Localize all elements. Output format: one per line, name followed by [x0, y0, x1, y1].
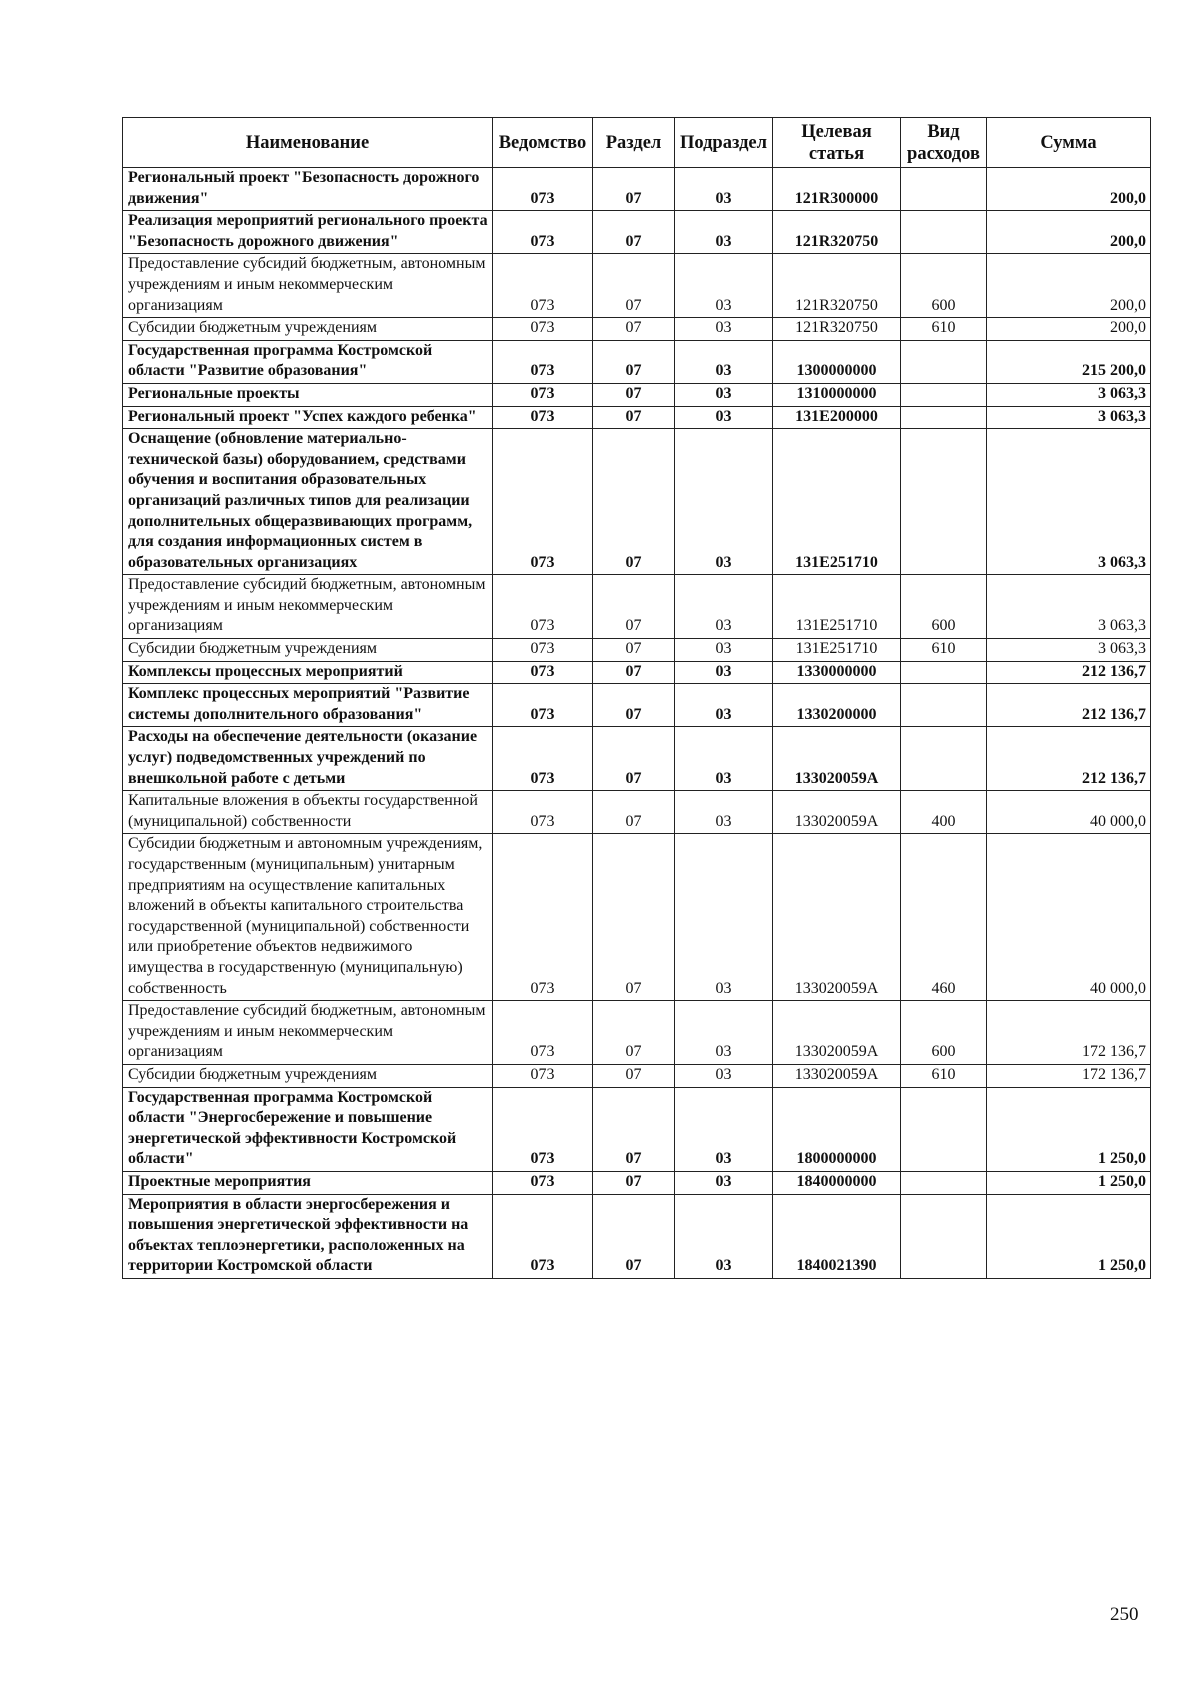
- table-row: [123, 1194, 1151, 1278]
- cell-amount: 212 136,7: [987, 727, 1151, 791]
- cell-department: 073: [493, 661, 593, 684]
- header-expense-type: Вид расходов: [901, 118, 987, 168]
- cell-target-article: 1310000000: [773, 383, 901, 406]
- table-row: [123, 684, 1151, 727]
- cell-name: Региональный проект "Успех каждого ребенка": [123, 406, 493, 429]
- cell-target-article: 1330000000: [773, 661, 901, 684]
- cell-expense-type: 600: [901, 575, 987, 639]
- cell-expense-type: [901, 340, 987, 383]
- cell-amount: 3 063,3: [987, 639, 1151, 662]
- cell-department: 073: [493, 429, 593, 575]
- cell-target-article: 133020059A: [773, 834, 901, 1001]
- cell-section: 07: [593, 661, 675, 684]
- cell-name: Капитальные вложения в объекты государственной (муниципальной) собственности: [123, 791, 493, 834]
- cell-target-article: 131E251710: [773, 639, 901, 662]
- table-row: [123, 575, 1151, 639]
- table-row: [123, 1087, 1151, 1171]
- cell-amount: 3 063,3: [987, 406, 1151, 429]
- cell-department: 073: [493, 1087, 593, 1171]
- cell-target-article: 133020059A: [773, 791, 901, 834]
- cell-expense-type: [901, 383, 987, 406]
- cell-amount: 3 063,3: [987, 429, 1151, 575]
- cell-amount: 200,0: [987, 318, 1151, 341]
- cell-amount: 172 136,7: [987, 1064, 1151, 1087]
- cell-amount: 200,0: [987, 211, 1151, 254]
- cell-amount: 1 250,0: [987, 1087, 1151, 1171]
- cell-target-article: 1840000000: [773, 1171, 901, 1194]
- cell-subsection: 03: [675, 406, 773, 429]
- cell-department: 073: [493, 1064, 593, 1087]
- header-department: Ведомство: [493, 118, 593, 168]
- cell-expense-type: 610: [901, 639, 987, 662]
- cell-section: 07: [593, 429, 675, 575]
- table-row: [123, 791, 1151, 834]
- table-row: [123, 429, 1151, 575]
- cell-expense-type: 610: [901, 318, 987, 341]
- cell-department: 073: [493, 383, 593, 406]
- cell-expense-type: [901, 429, 987, 575]
- cell-section: 07: [593, 639, 675, 662]
- cell-expense-type: 400: [901, 791, 987, 834]
- cell-subsection: 03: [675, 1171, 773, 1194]
- cell-name: Субсидии бюджетным учреждениям: [123, 639, 493, 662]
- table-row: [123, 639, 1151, 662]
- cell-target-article: 131E200000: [773, 406, 901, 429]
- cell-expense-type: [901, 1194, 987, 1278]
- cell-expense-type: [901, 168, 987, 211]
- cell-expense-type: 460: [901, 834, 987, 1001]
- cell-target-article: 1840021390: [773, 1194, 901, 1278]
- cell-section: 07: [593, 254, 675, 318]
- table-row: [123, 1001, 1151, 1065]
- cell-amount: 3 063,3: [987, 383, 1151, 406]
- cell-name: Субсидии бюджетным учреждениям: [123, 318, 493, 341]
- table-row: [123, 1171, 1151, 1194]
- cell-subsection: 03: [675, 318, 773, 341]
- cell-section: 07: [593, 211, 675, 254]
- cell-expense-type: [901, 684, 987, 727]
- header-target-article: Целевая статья: [773, 118, 901, 168]
- cell-target-article: 133020059A: [773, 727, 901, 791]
- cell-expense-type: [901, 727, 987, 791]
- cell-target-article: 131E251710: [773, 575, 901, 639]
- cell-expense-type: [901, 661, 987, 684]
- cell-section: 07: [593, 168, 675, 211]
- cell-target-article: 121R320750: [773, 211, 901, 254]
- cell-target-article: 1300000000: [773, 340, 901, 383]
- cell-department: 073: [493, 340, 593, 383]
- cell-name: Оснащение (обновление материально-технической базы) оборудованием, средствами обучения и воспитания образовательных организаций различных типов для реализации дополнительных общеразвивающих программ, для создания информационных систем в образовательных организациях: [123, 429, 493, 575]
- budget-table: [122, 117, 1151, 1279]
- cell-target-article: 121R320750: [773, 254, 901, 318]
- cell-expense-type: [901, 1087, 987, 1171]
- cell-section: 07: [593, 340, 675, 383]
- table-row: [123, 727, 1151, 791]
- cell-section: 07: [593, 1001, 675, 1065]
- table-row: [123, 318, 1151, 341]
- cell-section: 07: [593, 406, 675, 429]
- cell-subsection: 03: [675, 1194, 773, 1278]
- table-row: [123, 661, 1151, 684]
- cell-name: Предоставление субсидий бюджетным, автономным учреждениям и иным некоммерческим организациям: [123, 254, 493, 318]
- cell-section: 07: [593, 684, 675, 727]
- cell-section: 07: [593, 1087, 675, 1171]
- cell-section: 07: [593, 318, 675, 341]
- cell-department: 073: [493, 639, 593, 662]
- cell-target-article: 133020059A: [773, 1064, 901, 1087]
- header-subsection: Подраздел: [675, 118, 773, 168]
- cell-department: 073: [493, 406, 593, 429]
- cell-section: 07: [593, 575, 675, 639]
- cell-amount: 40 000,0: [987, 791, 1151, 834]
- cell-subsection: 03: [675, 383, 773, 406]
- cell-target-article: 121R320750: [773, 318, 901, 341]
- cell-amount: 3 063,3: [987, 575, 1151, 639]
- cell-subsection: 03: [675, 1001, 773, 1065]
- cell-department: 073: [493, 318, 593, 341]
- cell-name: Региональные проекты: [123, 383, 493, 406]
- cell-subsection: 03: [675, 429, 773, 575]
- cell-amount: 212 136,7: [987, 661, 1151, 684]
- cell-expense-type: 600: [901, 254, 987, 318]
- cell-name: Субсидии бюджетным учреждениям: [123, 1064, 493, 1087]
- cell-subsection: 03: [675, 727, 773, 791]
- cell-subsection: 03: [675, 834, 773, 1001]
- cell-name: Государственная программа Костромской области "Развитие образования": [123, 340, 493, 383]
- cell-department: 073: [493, 1194, 593, 1278]
- cell-name: Комплексы процессных мероприятий: [123, 661, 493, 684]
- cell-section: 07: [593, 834, 675, 1001]
- cell-target-article: 1800000000: [773, 1087, 901, 1171]
- cell-department: 073: [493, 727, 593, 791]
- cell-section: 07: [593, 1171, 675, 1194]
- cell-amount: 1 250,0: [987, 1194, 1151, 1278]
- cell-subsection: 03: [675, 254, 773, 318]
- cell-name: Региональный проект "Безопасность дорожного движения": [123, 168, 493, 211]
- cell-section: 07: [593, 791, 675, 834]
- cell-name: Мероприятия в области энергосбережения и повышения энергетической эффективности на объектах теплоэнергетики, расположенных на территории Костромской области: [123, 1194, 493, 1278]
- cell-amount: 200,0: [987, 254, 1151, 318]
- cell-expense-type: [901, 406, 987, 429]
- cell-subsection: 03: [675, 639, 773, 662]
- cell-target-article: 121R300000: [773, 168, 901, 211]
- cell-subsection: 03: [675, 211, 773, 254]
- table-row: [123, 254, 1151, 318]
- table-row: [123, 834, 1151, 1001]
- table-row: [123, 168, 1151, 211]
- header-row: [123, 118, 1151, 168]
- cell-department: 073: [493, 791, 593, 834]
- cell-section: 07: [593, 727, 675, 791]
- cell-expense-type: [901, 1171, 987, 1194]
- table-row: [123, 383, 1151, 406]
- cell-name: Предоставление субсидий бюджетным, автономным учреждениям и иным некоммерческим организациям: [123, 575, 493, 639]
- header-section: Раздел: [593, 118, 675, 168]
- table-row: [123, 406, 1151, 429]
- cell-name: Государственная программа Костромской области "Энергосбережение и повышение энергетической эффективности Костромской области": [123, 1087, 493, 1171]
- cell-department: 073: [493, 211, 593, 254]
- cell-department: 073: [493, 1171, 593, 1194]
- cell-name: Субсидии бюджетным и автономным учреждениям, государственным (муниципальным) унитарным предприятиям на осуществление капитальных вложений в объекты капитального строительства государственной (муниципальной) собственности или приобретение объектов недвижимого имущества в государственную (муниципальную) собственность: [123, 834, 493, 1001]
- cell-target-article: 133020059A: [773, 1001, 901, 1065]
- cell-amount: 215 200,0: [987, 340, 1151, 383]
- cell-department: 073: [493, 575, 593, 639]
- cell-subsection: 03: [675, 340, 773, 383]
- header-amount: Сумма: [987, 118, 1151, 168]
- header-name: Наименование: [123, 118, 493, 168]
- table-row: [123, 211, 1151, 254]
- page-number: 250: [1110, 1604, 1139, 1625]
- cell-department: 073: [493, 1001, 593, 1065]
- cell-section: 07: [593, 1194, 675, 1278]
- cell-amount: 40 000,0: [987, 834, 1151, 1001]
- cell-name: Расходы на обеспечение деятельности (оказание услуг) подведомственных учреждений по внешкольной работе с детьми: [123, 727, 493, 791]
- cell-subsection: 03: [675, 1064, 773, 1087]
- cell-target-article: 1330200000: [773, 684, 901, 727]
- cell-section: 07: [593, 1064, 675, 1087]
- cell-subsection: 03: [675, 661, 773, 684]
- cell-expense-type: 600: [901, 1001, 987, 1065]
- cell-subsection: 03: [675, 791, 773, 834]
- cell-name: Предоставление субсидий бюджетным, автономным учреждениям и иным некоммерческим организациям: [123, 1001, 493, 1065]
- cell-amount: 172 136,7: [987, 1001, 1151, 1065]
- cell-name: Реализация мероприятий регионального проекта "Безопасность дорожного движения": [123, 211, 493, 254]
- cell-department: 073: [493, 254, 593, 318]
- cell-name: Проектные мероприятия: [123, 1171, 493, 1194]
- cell-expense-type: 610: [901, 1064, 987, 1087]
- cell-amount: 212 136,7: [987, 684, 1151, 727]
- cell-subsection: 03: [675, 684, 773, 727]
- cell-department: 073: [493, 834, 593, 1001]
- table-row: [123, 1064, 1151, 1087]
- cell-section: 07: [593, 383, 675, 406]
- cell-name: Комплекс процессных мероприятий "Развитие системы дополнительного образования": [123, 684, 493, 727]
- cell-expense-type: [901, 211, 987, 254]
- cell-subsection: 03: [675, 168, 773, 211]
- cell-amount: 200,0: [987, 168, 1151, 211]
- cell-department: 073: [493, 684, 593, 727]
- table-row: [123, 340, 1151, 383]
- cell-target-article: 131E251710: [773, 429, 901, 575]
- cell-subsection: 03: [675, 1087, 773, 1171]
- table-body: [123, 168, 1151, 1279]
- cell-subsection: 03: [675, 575, 773, 639]
- cell-amount: 1 250,0: [987, 1171, 1151, 1194]
- cell-department: 073: [493, 168, 593, 211]
